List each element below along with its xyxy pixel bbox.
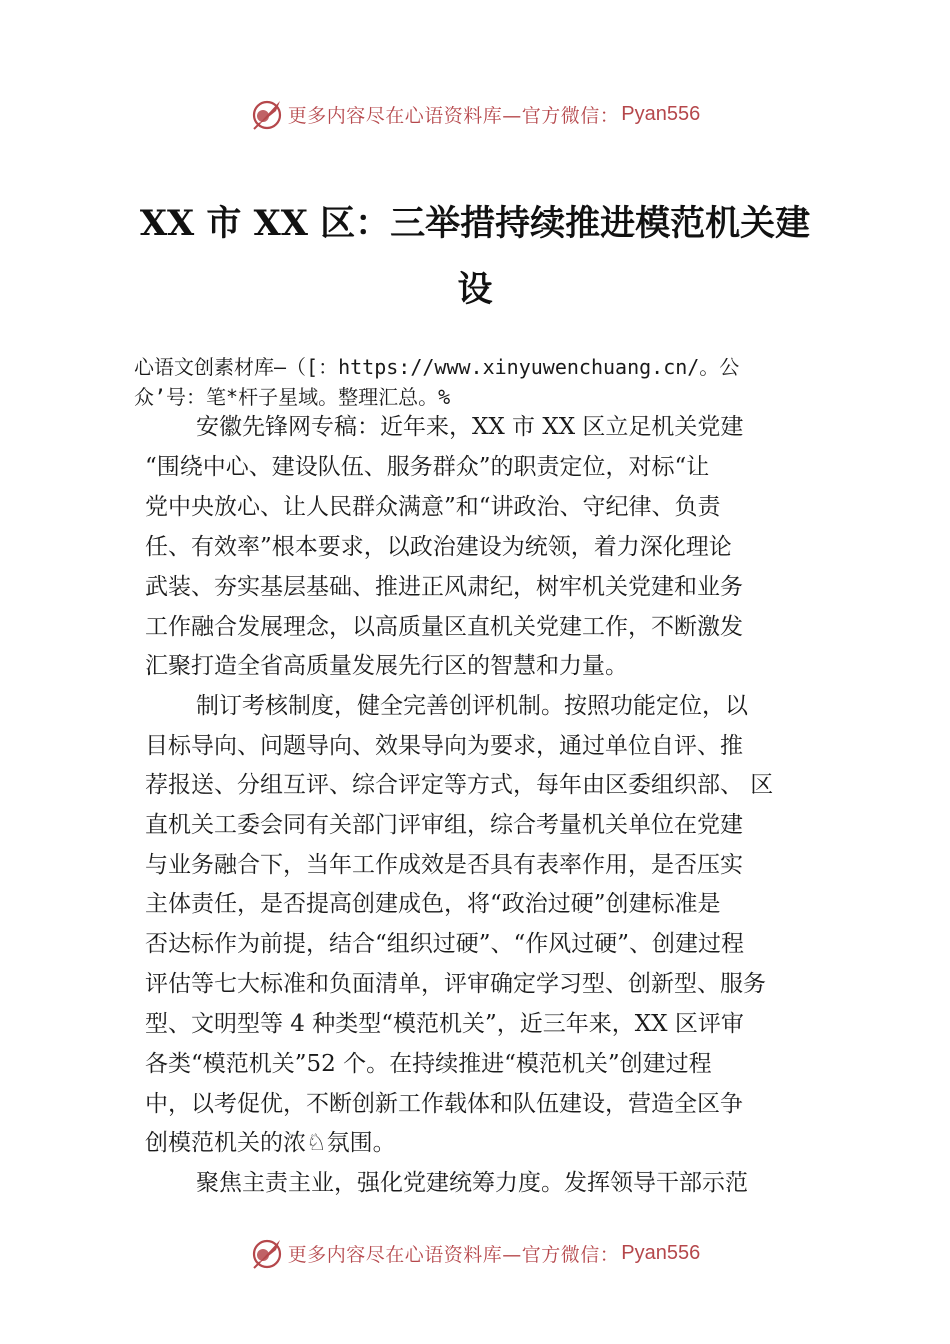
body-line: “围绕中心、建设队伍、服务群众”的职责定位，对标“让 (145, 454, 710, 480)
body-line: 中，以考促优，不断创新工作载体和队伍建设，营造全区争 (145, 1091, 743, 1117)
banner-wechat-id: Pyan556 (621, 102, 701, 125)
source-note-line-1: 心语文创素材库—（[：https://www.xinyuwenchuang.cn/。公 (134, 355, 740, 379)
document-title-line-1: XX 市 XX 区：三举措持续推进模范机关建 (139, 203, 811, 244)
body-line: 否达标作为前提，结合“组织过硬”、“作风过硬”、创建过程 (145, 931, 745, 957)
body-line: 武装、夯实基层基础、推进正风肃纪，树牢机关党建和业务 (145, 574, 743, 600)
footer-banner (0, 1233, 950, 1273)
body-line: 主体责任，是否提高创建成色，将“政治过硬”创建标准是 (145, 891, 721, 917)
banner-wechat-id: Pyan556 (621, 1241, 701, 1264)
document-title-line-2: 设 (457, 269, 493, 310)
body-line: 评估等七大标准和负面清单，评审确定学习型、创新型、服务 (145, 971, 766, 997)
source-note-line-2: 众’号：笔*杆子星域。整理汇总。% (134, 385, 451, 409)
body-line: 直机关工委会同有关部门评审组，综合考量机关单位在党建 (145, 812, 743, 838)
body-line: 汇聚打造全省高质量发展先行区的智慧和力量。 (145, 653, 628, 679)
body-line: 任、有效率”根本要求，以政治建设为统领，着力深化理论 (145, 534, 732, 560)
body-line: 目标导向、问题导向、效果导向为要求，通过单位自评、推 (145, 733, 743, 759)
header-banner (0, 94, 950, 134)
body-line: 各类“模范机关”52 个。在持续推进“模范机关”创建过程 (145, 1051, 712, 1077)
body-line: 创模范机关的浓♘氛围。 (145, 1130, 396, 1156)
quill-logo-icon (250, 1236, 284, 1270)
body-line: 制订考核制度，健全完善创评机制。按照功能定位，以 (196, 693, 748, 719)
body-line: 安徽先锋网专稿：近年来，XX 市 XX 区立足机关党建 (196, 414, 744, 440)
banner-text: 更多内容尽在心语资料库—官方微信： (287, 104, 620, 127)
banner-text: 更多内容尽在心语资料库—官方微信： (287, 1243, 620, 1266)
body-line: 型、文明型等 4 种类型“模范机关”，近三年来，XX 区评审 (145, 1011, 744, 1037)
body-line: 聚焦主责主业，强化党建统筹力度。发挥领导干部示范 (196, 1170, 748, 1196)
quill-logo-icon (250, 97, 284, 131)
body-line: 荐报送、分组互评、综合评定等方式，每年由区委组织部、 区 (145, 772, 774, 798)
body-line: 党中央放心、让人民群众满意”和“讲政治、守纪律、负责 (145, 494, 721, 520)
body-line: 工作融合发展理念，以高质量区直机关党建工作，不断激发 (145, 614, 743, 640)
body-line: 与业务融合下，当年工作成效是否具有表率作用，是否压实 (145, 852, 743, 878)
